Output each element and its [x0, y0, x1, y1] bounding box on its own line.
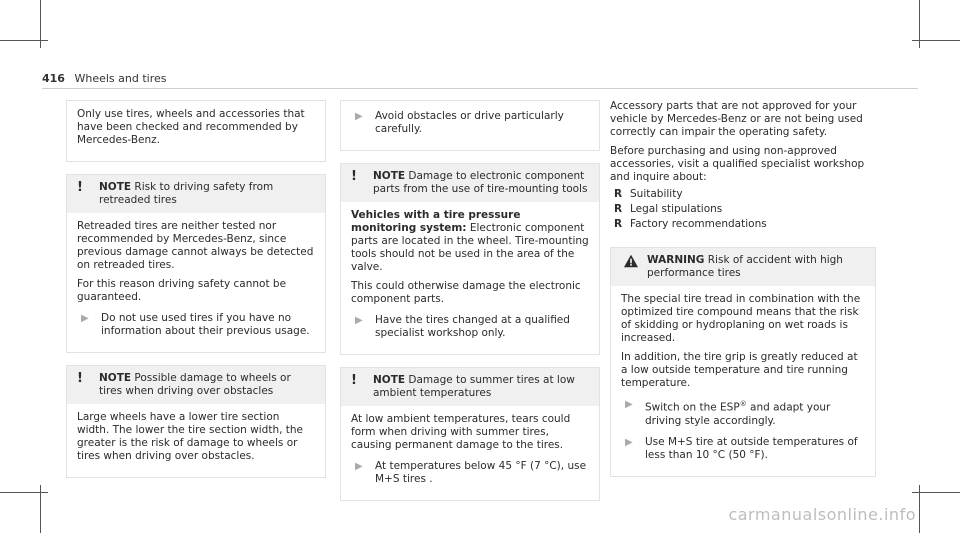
exclamation-icon: !: [351, 373, 357, 388]
exclamation-icon: !: [77, 371, 83, 386]
note-header: [341, 368, 599, 406]
bullet-marker: R: [614, 203, 623, 215]
warning-paragraph: The special tire tread in combination with the optimized tire compound means that the risk of skidding or hydroplaning on wet roads is increased.: [621, 293, 861, 344]
note-title: Possible damage to wheels or tires when driving over obstacles: [99, 372, 291, 397]
play-arrow-icon: ▶: [81, 313, 89, 324]
instruction-step: ▶ Have the tires changed at a qualified specialist workshop only.: [351, 314, 589, 340]
paragraph: Accessory parts that are not approved for your vehicle by Mercedes-Benz or are not being used correctly can impair the operating safety.: [610, 100, 863, 138]
warning-label: WARNING: [647, 254, 705, 266]
warning-paragraph: In addition, the tire grip is greatly reduced at a low outside temperature and tire running temperature.: [621, 351, 858, 389]
instruction-step: ▶ Do not use used tires if you have no information about their previous usage.: [77, 312, 315, 338]
warning-triangle-icon: [621, 254, 641, 268]
play-arrow-icon: ▶: [355, 111, 363, 122]
note-title: Damage to electronic component parts from the use of tire-mounting tools: [373, 170, 588, 195]
exclamation-icon: !: [351, 169, 357, 184]
exclamation-icon: !: [77, 180, 83, 195]
note-box-obstacles: [66, 365, 326, 478]
header-divider: [42, 88, 918, 89]
bullet-marker: R: [614, 188, 623, 200]
note-header: [341, 164, 599, 202]
list-item: R Suitability: [610, 188, 876, 201]
list-item: R Legal stipulations: [610, 203, 876, 216]
page-header: [42, 72, 166, 85]
bullet-marker: R: [614, 218, 623, 230]
bullet-list: [610, 188, 876, 231]
instruction-step: ▶ Switch on the ESP® and adapt your driving style accordingly.: [621, 398, 865, 428]
note-title: Risk to driving safety from retreaded tires: [99, 181, 274, 206]
play-arrow-icon: ▶: [355, 461, 363, 472]
play-arrow-icon: ▶: [625, 436, 633, 448]
column-3: [610, 100, 876, 489]
warning-title: Risk of accident with high performance tires: [647, 254, 843, 279]
column-2: [340, 100, 600, 513]
warning-header: [611, 248, 875, 286]
crop-mark: [912, 492, 960, 493]
note-paragraph: Large wheels have a lower tire section width. The lower the tire section width, the greater is the risk of damage to wheels or tires when driving over obstacles.: [77, 411, 304, 462]
play-arrow-icon: ▶: [625, 399, 633, 410]
note-label: NOTE: [373, 170, 406, 182]
note-box-retreaded: [66, 174, 326, 353]
note-paragraph: At low ambient temperatures, tears could form when driving with summer tires, causing permanent damage to the tires.: [351, 413, 571, 451]
list-item: R Factory recommendations: [610, 218, 876, 231]
watermark-text: carmanualsonline.info: [728, 505, 916, 524]
note-header: [67, 175, 325, 213]
instruction-step: ▶ Avoid obstacles or drive particularly carefully.: [351, 110, 589, 136]
note-label: NOTE: [99, 372, 132, 384]
intro-text: Only use tires, wheels and accessories that have been checked and recommended by Mercedes-Benz.: [77, 108, 305, 146]
note-paragraph: For this reason driving safety cannot be guaranteed.: [77, 278, 287, 303]
instruction-step: ▶ Use M+S tire at outside temperatures of less than 10 °C (50 °F).: [621, 436, 865, 462]
page-number: 416: [42, 72, 65, 85]
tpms-label: Vehicles with a tire pressure monitoring system:: [351, 209, 521, 234]
note-title: Damage to summer tires at low ambient temperatures: [373, 374, 575, 399]
warning-box: [610, 247, 876, 477]
crop-mark: [912, 40, 960, 41]
note-paragraph: Electronic component parts are located in the wheel. Tire-mounting tools should not be used in the area of the valve.: [351, 222, 589, 273]
crop-mark: [0, 492, 48, 493]
note-box-summer-tires: [340, 367, 600, 501]
note-box-electronic: [340, 163, 600, 355]
crop-mark: [0, 40, 48, 41]
note-paragraph: This could otherwise damage the electronic component parts.: [351, 280, 581, 305]
section-title: Wheels and tires: [74, 72, 167, 85]
play-arrow-icon: ▶: [355, 315, 363, 326]
note-label: NOTE: [99, 181, 132, 193]
paragraph: Before purchasing and using non-approved accessories, visit a qualified specialist workshop and inquire about:: [610, 145, 865, 183]
note-header: [67, 366, 325, 404]
continued-box: [340, 100, 600, 151]
instruction-step: ▶ At temperatures below 45 °F (7 °C), use M+S tires .: [351, 460, 589, 486]
note-paragraph: Retreaded tires are neither tested nor recommended by Mercedes-Benz, since previous damage cannot always be detected on retreaded tires.: [77, 220, 314, 271]
note-label: NOTE: [373, 374, 406, 386]
intro-box: [66, 100, 326, 162]
column-1: [66, 100, 326, 490]
